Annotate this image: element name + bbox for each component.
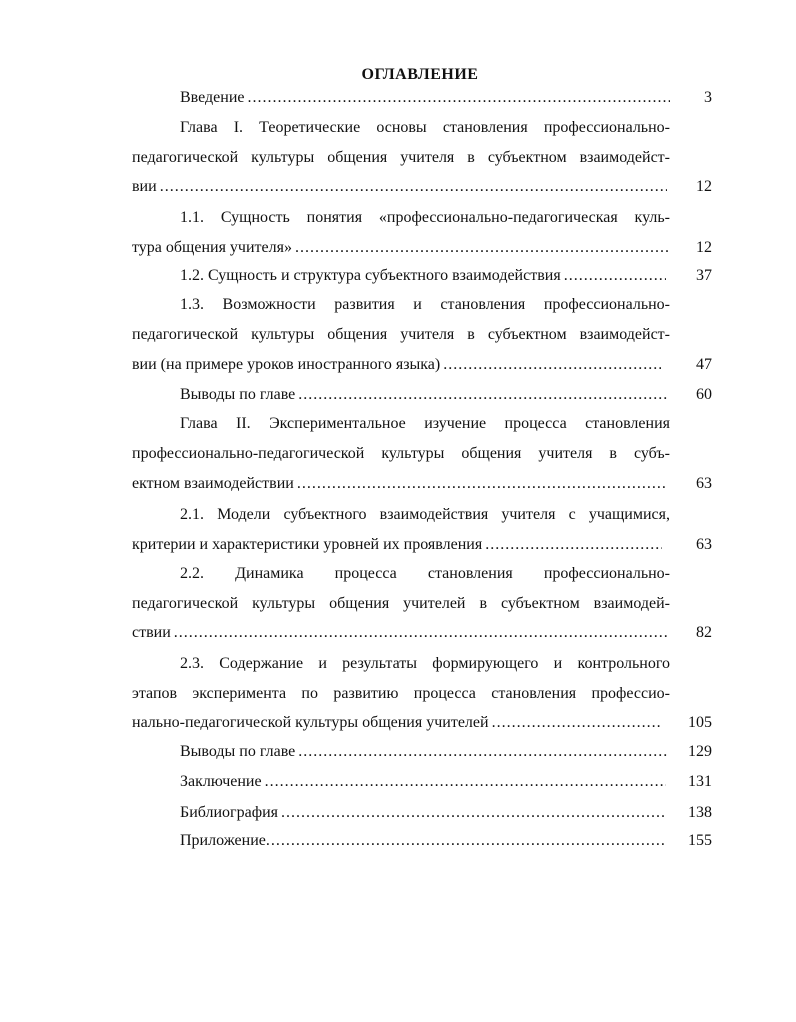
toc-entry-last-line — [132, 474, 667, 494]
toc-entry-line: этапов эксперимента по развитию процесса становления профессио- — [132, 685, 670, 702]
toc-entry-last-line — [180, 772, 666, 792]
toc-entry-text: ствии — [132, 624, 171, 641]
leader-dots — [485, 535, 662, 555]
toc-entry-line: 1.1. Сущность понятия «профессионально-педагогическая куль- — [180, 209, 670, 226]
toc-page-number: 12 — [696, 239, 712, 256]
toc-entry-line: педагогической культуры общения учителей в субъектном взаимодей- — [132, 595, 670, 612]
leader-dots — [295, 238, 669, 258]
toc-entry-last-line — [180, 803, 666, 823]
toc-entry-text: ектном взаимодействии — [132, 475, 294, 492]
toc-entry-line: педагогической культуры общения учителя в субъектном взаимодейст- — [132, 149, 670, 166]
leader-dots — [266, 831, 666, 851]
leader-dots — [492, 713, 660, 733]
toc-entry-last-line — [132, 535, 662, 555]
leader-dots — [298, 742, 668, 762]
toc-entry-text: нально-педагогической культуры общения учителей — [132, 714, 489, 731]
toc-entry-last-line — [132, 238, 669, 258]
toc-entry-text: вии — [132, 178, 157, 195]
toc-page-number: 131 — [688, 773, 712, 790]
leader-dots — [298, 385, 669, 405]
toc-page-number: 82 — [696, 624, 712, 641]
toc-page-number: 12 — [696, 178, 712, 195]
toc-entry-text: тура общения учителя» — [132, 239, 292, 256]
toc-page-number: 155 — [688, 832, 712, 849]
leader-dots — [265, 772, 666, 792]
toc-entry-text: Введение — [180, 89, 245, 106]
leader-dots — [281, 803, 666, 823]
toc-entry-text: 1.2. Сущность и структура субъектного взаимодействия — [180, 267, 561, 284]
toc-page-number: 105 — [688, 714, 712, 731]
leader-dots — [297, 474, 667, 494]
toc-entry-text: Выводы по главе — [180, 386, 296, 403]
toc-page-number: 47 — [696, 356, 712, 373]
toc-page-number: 63 — [696, 475, 712, 492]
toc-page-number: 63 — [696, 536, 712, 553]
toc-entry-last-line — [132, 355, 661, 375]
toc-entry-line: 2.1. Модели субъектного взаимодействия учителя с учащимися, — [180, 506, 670, 523]
toc-entry-last-line — [132, 623, 667, 643]
toc-page-number: 138 — [688, 804, 712, 821]
toc-entry-last-line — [180, 266, 666, 286]
leader-dots — [174, 623, 667, 643]
toc-page-number: 129 — [688, 743, 712, 760]
toc-entry-intro — [180, 88, 670, 108]
toc-entry-line: 1.3. Возможности развития и становления профессионально- — [180, 296, 670, 313]
toc-page-number: 37 — [696, 267, 712, 284]
leader-dots — [248, 88, 671, 108]
toc-entry-text: Библиография — [180, 804, 278, 821]
toc-page-number: 3 — [704, 89, 712, 106]
toc-entry-line: 2.3. Содержание и результаты формирующего и контрольного — [180, 655, 670, 672]
toc-entry-text: критерии и характеристики уровней их проявления — [132, 536, 483, 553]
toc-page-number: 60 — [696, 386, 712, 403]
toc-entry-last-line — [180, 742, 668, 762]
toc-entry-line: Глава I. Теоретические основы становления профессионально- — [180, 119, 670, 136]
toc-entry-line: Глава II. Экспериментальное изучение процесса становления — [180, 415, 670, 432]
toc-entry-last-line — [180, 385, 669, 405]
toc-entry-last-line — [132, 177, 667, 197]
leader-dots — [443, 355, 661, 375]
toc-entry-last-line — [180, 831, 666, 851]
toc-entry-text: Приложение — [180, 832, 266, 849]
toc-entry-text: Выводы по главе — [180, 743, 296, 760]
leader-dots — [564, 266, 666, 286]
toc-entry-text: Заключение — [180, 773, 262, 790]
toc-entry-last-line — [132, 713, 660, 733]
toc-entry-line: профессионально-педагогической культуры общения учителя в субъ- — [132, 445, 670, 462]
toc-entry-line: 2.2. Динамика процесса становления профессионально- — [180, 565, 670, 582]
toc-entry-text: вии (на примере уроков иностранного языка) — [132, 356, 441, 373]
toc-entry-line: педагогической культуры общения учителя в субъектном взаимодейст- — [132, 326, 670, 343]
page-title: ОГЛАВЛЕНИЕ — [361, 66, 479, 83]
leader-dots — [160, 177, 667, 197]
